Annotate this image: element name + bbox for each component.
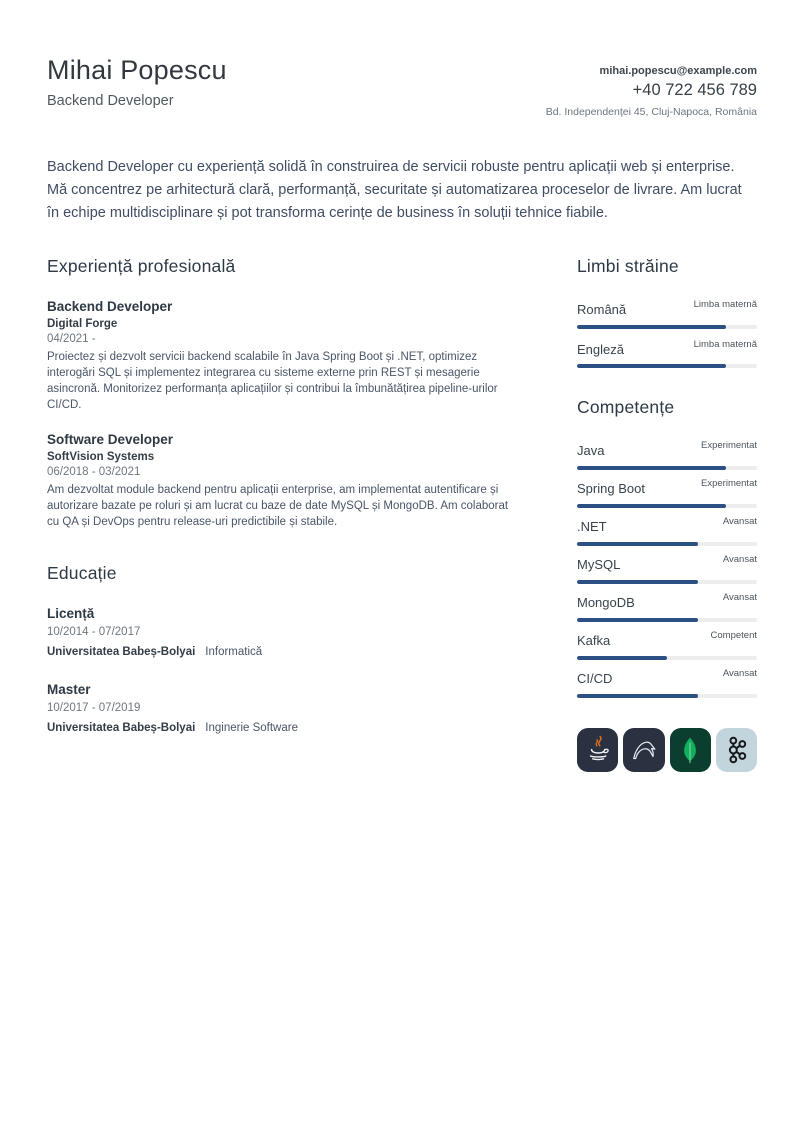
language-progress-fill (577, 364, 726, 368)
skill-progress-track (577, 656, 757, 660)
tech-icons-row (577, 728, 757, 772)
skill-progress-fill (577, 542, 698, 546)
skill-row (577, 554, 757, 584)
language-progress-fill (577, 325, 726, 329)
experience-section (47, 256, 519, 531)
contact-block (546, 56, 757, 118)
skill-progress-track (577, 618, 757, 622)
kafka-icon (716, 728, 757, 772)
skill-name: MySQL (577, 557, 621, 573)
education-school-line (47, 642, 519, 660)
education-entry (47, 682, 519, 736)
skill-level: Avansat (722, 668, 757, 680)
skill-progress-track (577, 504, 757, 508)
education-entry (47, 606, 519, 660)
language-name: Engleză (577, 341, 624, 357)
language-progress-track (577, 364, 757, 368)
job-period: 06/2018 - 03/2021 (47, 465, 141, 478)
skill-progress-track (577, 542, 757, 546)
job-entry (47, 299, 519, 413)
education-field: Informatică (205, 646, 263, 659)
job-title: Software Developer (47, 431, 174, 447)
skill-progress-fill (577, 694, 698, 698)
skills-heading: Competențe (577, 397, 675, 418)
skill-row (577, 630, 757, 660)
skill-level: Experimentat (701, 440, 757, 452)
contact-phone[interactable]: +40 722 456 789 (632, 81, 757, 99)
experience-heading: Experiență profesională (47, 255, 236, 276)
job-period: 04/2021 - (47, 332, 96, 345)
profile-summary: Backend Developer cu experiență solidă în construirea de servicii robuste pentru aplicații web și enterprise. Mă concentrez pe arhitectură clară, performanță, securitate și automatizarea proceselor de livrare. Am lucrat în echipe multidisciplinare și pot transforma cerințe de business în soluții tehnice fiabile. (47, 159, 742, 222)
skill-row (577, 668, 757, 698)
java-icon (577, 728, 618, 772)
education-degree: Licență (47, 606, 95, 622)
job-company: Digital Forge (47, 317, 118, 330)
person-job-title: Backend Developer (47, 92, 174, 109)
job-company: SoftVision Systems (47, 450, 155, 463)
right-column (577, 256, 757, 772)
left-column (47, 256, 519, 772)
skill-name: Kafka (577, 633, 611, 649)
skill-progress-fill (577, 466, 726, 470)
content-columns (47, 256, 757, 772)
skill-name: .NET (577, 519, 607, 535)
skill-level: Competent (710, 630, 757, 642)
education-school: Universitatea Babeș-Bolyai (47, 722, 196, 735)
languages-section (577, 256, 757, 369)
language-level: Limba maternă (693, 298, 757, 310)
mysql-icon (623, 728, 664, 772)
skill-name: Java (577, 443, 605, 459)
skill-progress-track (577, 466, 757, 470)
education-period: 10/2017 - 07/2019 (47, 702, 141, 715)
language-progress-track (577, 325, 757, 329)
language-level: Limba maternă (693, 338, 757, 350)
job-description: Proiectez și dezvolt servicii backend scalabile în Java Spring Boot și .NET, optimizez interogări SQL și implementez integrarea cu sisteme externe prin REST și mesagerie asincronă. Monitorizez performanța aplicațiilor și contribui la îmbunătățirea pipeline-urilor CI/CD. (47, 350, 498, 411)
skill-name: MongoDB (577, 595, 635, 611)
skill-level: Avansat (722, 554, 757, 566)
contact-address: Bd. Independenței 45, Cluj-Napoca, România (545, 106, 757, 118)
skill-row (577, 440, 757, 470)
job-description: Am dezvoltat module backend pentru aplicații enterprise, am implementat autentificare și autorizare bazate pe roluri și am lucrat cu baze de date MySQL și MongoDB. Am colaborat cu QA și DevOps pentru release-uri predictibile și stabile. (47, 483, 509, 529)
skill-row (577, 592, 757, 622)
job-entry (47, 432, 519, 530)
language-row (577, 339, 757, 369)
education-section (47, 563, 519, 736)
language-row (577, 299, 757, 329)
skill-progress-fill (577, 580, 698, 584)
person-name: Mihai Popescu (47, 55, 227, 85)
skill-row (577, 516, 757, 546)
education-school: Universitatea Babeș-Bolyai (47, 646, 196, 659)
language-name: Română (577, 301, 627, 317)
identity-block (47, 56, 227, 109)
education-heading: Educație (47, 563, 117, 584)
skill-name: CI/CD (577, 671, 613, 687)
education-degree: Master (47, 682, 91, 698)
contact-email[interactable]: mihai.popescu@example.com (599, 65, 757, 77)
skill-progress-fill (577, 618, 698, 622)
skill-progress-track (577, 694, 757, 698)
skills-section (577, 397, 757, 698)
mongodb-icon (670, 728, 711, 772)
education-field: Inginerie Software (205, 722, 298, 735)
resume-header (47, 56, 757, 118)
skill-progress-track (577, 580, 757, 584)
education-school-line (47, 718, 519, 736)
education-period: 10/2014 - 07/2017 (47, 626, 141, 639)
skill-level: Avansat (722, 592, 757, 604)
skill-level: Avansat (722, 516, 757, 528)
skill-progress-fill (577, 504, 726, 508)
job-title: Backend Developer (47, 298, 173, 314)
skill-name: Spring Boot (577, 481, 645, 497)
skill-progress-fill (577, 656, 667, 660)
skill-level: Experimentat (701, 478, 757, 490)
languages-heading: Limbi străine (577, 255, 679, 276)
skill-row (577, 478, 757, 508)
